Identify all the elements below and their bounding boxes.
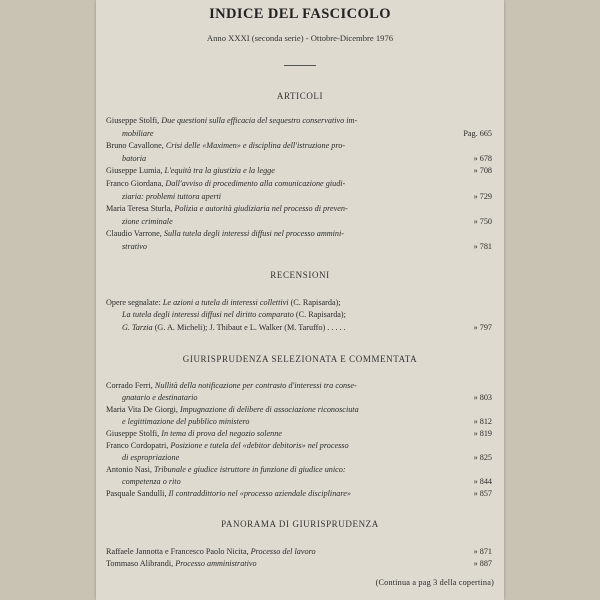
toc-author: Giuseppe Stolfi,	[106, 116, 160, 125]
toc-line	[122, 153, 492, 164]
toc-title: Posizione e tutela del «debitor debitoris» nel processo	[168, 441, 349, 450]
toc-title: competenza o rito	[122, 477, 181, 486]
toc-line-text	[106, 546, 316, 557]
toc-page-number: Pag. 665	[463, 128, 492, 138]
toc-line-text	[122, 191, 221, 202]
toc-line	[106, 404, 492, 415]
toc-line-text	[122, 476, 181, 487]
toc-line-text	[106, 115, 357, 126]
toc-line-text	[106, 165, 275, 176]
toc-line	[122, 392, 492, 403]
toc-page-number: » 729	[473, 191, 492, 201]
toc-line	[122, 452, 492, 463]
toc-line-text	[122, 241, 147, 252]
page-title: INDICE DEL FASCICOLO	[209, 6, 391, 22]
toc-extra: (C. Rapisarda);	[288, 298, 341, 307]
toc-line	[106, 140, 492, 151]
toc-title: Tribunale e giudice istruttore in funzione di giudice unico:	[151, 465, 346, 474]
toc-title: Impugnazione di delibere di associazione riconosciuta	[177, 405, 359, 414]
toc-title: zione criminale	[122, 216, 173, 226]
toc-line-text	[122, 309, 346, 320]
toc-page-number: » 678	[473, 153, 492, 163]
toc-line	[122, 322, 492, 333]
toc-title: Crisi delle «Maximen» e disciplina dell'istruzione pro-	[163, 141, 346, 151]
toc-line	[106, 380, 492, 391]
toc-title: Nullità della notificazione per contrasto d'interessi tra conse-	[152, 381, 357, 390]
toc-line-text	[106, 558, 257, 569]
toc-page-number: » 797	[473, 322, 492, 332]
toc-line	[106, 488, 492, 499]
toc-line-text	[106, 464, 346, 475]
toc-author: Raffaele Jannotta e Francesco Paolo Nicita,	[106, 547, 249, 556]
toc-page-number: » 887	[473, 559, 492, 568]
toc-line	[106, 428, 492, 439]
toc-title: G. Tarzia	[122, 322, 153, 332]
toc-author: Franco Cordopatri,	[106, 441, 169, 450]
toc-line	[106, 297, 492, 308]
toc-page-number: » 803	[473, 393, 492, 402]
toc-author: Bruno Cavallone,	[106, 141, 164, 151]
toc-title: In tema di prova del negozio solenne	[159, 429, 282, 438]
toc-line-text	[106, 228, 344, 239]
toc-author: Corrado Ferri,	[106, 381, 153, 390]
toc-line	[106, 115, 492, 126]
toc-line	[122, 191, 492, 202]
toc-author: Maria Teresa Sturla,	[106, 204, 173, 214]
toc-line	[106, 203, 492, 214]
toc-line-text	[122, 216, 173, 227]
toc-line-text	[106, 297, 341, 308]
toc-line-text	[106, 440, 349, 451]
toc-line-text	[106, 140, 345, 151]
toc-line	[122, 416, 492, 427]
toc-page-number: » 857	[473, 489, 492, 498]
toc-line-text	[122, 392, 198, 403]
toc-title: Polizia e autorità giudiziaria nel processo di preven-	[172, 204, 348, 214]
toc-line	[106, 464, 492, 475]
toc-extra: (G. A. Micheli); J. Thibaut e L. Walker (M. Taruffo) . . . . .	[152, 322, 346, 332]
toc-title: strativo	[122, 242, 148, 251]
toc-author: Maria Vita De Giorgi,	[106, 405, 178, 414]
toc-author: Pasquale Sandulli,	[106, 489, 167, 498]
toc-line-text	[122, 153, 146, 164]
toc-author: Antonio Nasi,	[106, 465, 152, 474]
toc-page-number: » 781	[473, 242, 492, 251]
toc-title: gnatario e destinatario	[122, 393, 198, 402]
toc-title: di espropriazione	[122, 453, 180, 462]
toc-page-number: » 871	[473, 547, 492, 556]
section-heading-panorama: PANORAMA DI GIURISPRUDENZA	[221, 519, 379, 529]
toc-author: Giuseppe Stolfi,	[106, 429, 160, 438]
toc-title: Processo amministrativo	[173, 559, 257, 568]
section-heading-articoli: ARTICOLI	[276, 91, 324, 101]
toc-line	[106, 558, 492, 569]
toc-title: Le azioni a tutela di interessi collettivi	[160, 298, 289, 307]
toc-line	[106, 178, 492, 189]
toc-page-number: » 819	[473, 429, 492, 438]
toc-line-text	[106, 428, 282, 439]
toc-title: L'equità tra la giustizia e la legge	[162, 166, 275, 176]
issue-subtitle: Anno XXXI (seconda serie) - Ottobre-Dicembre 1976	[206, 33, 394, 43]
toc-title: La tutela degli interessi diffusi nel diritto comparato	[122, 310, 294, 320]
toc-line-text	[106, 178, 345, 189]
section-heading-recensioni: RECENSIONI	[270, 270, 330, 280]
toc-line	[122, 241, 492, 252]
toc-line	[106, 228, 492, 239]
toc-line-text	[106, 380, 357, 391]
toc-line-text	[122, 452, 179, 463]
toc-page-number: » 825	[473, 453, 492, 462]
toc-line	[122, 216, 492, 227]
toc-title: Sulla tutela degli interessi diffusi nel processo ammini-	[161, 229, 345, 239]
toc-line	[122, 309, 492, 320]
toc-author: Opere segnalate:	[106, 298, 161, 307]
toc-author: Claudio Varrone,	[106, 229, 162, 239]
toc-line-text	[122, 128, 154, 139]
toc-extra: (C. Rapisarda);	[293, 310, 346, 320]
toc-title: Il contraddittorio nel «processo aziendale disciplinare»	[166, 489, 352, 498]
toc-line-text	[122, 416, 250, 427]
toc-line-text	[106, 488, 351, 499]
document-page	[96, 0, 504, 600]
toc-title: ziaria: problemi tuttora aperti	[122, 191, 222, 201]
toc-title: e legittimazione del pubblico ministero	[122, 417, 250, 426]
section-heading-giurisprudenza: GIURISPRUDENZA SELEZIONATA E COMMENTATA	[182, 354, 418, 364]
toc-line	[122, 128, 492, 139]
title-divider	[284, 65, 316, 66]
toc-line	[122, 476, 492, 487]
toc-title: mobiliare	[122, 128, 154, 138]
toc-author: Tommaso Alibrandi,	[106, 559, 174, 568]
toc-line	[106, 546, 492, 557]
toc-page-number: » 844	[473, 477, 492, 486]
continuation-note: (Continua a pag 3 della copertina)	[375, 578, 494, 587]
toc-author: Giuseppe Lumia,	[106, 166, 163, 176]
toc-line-text	[122, 322, 346, 333]
toc-page-number: » 750	[473, 216, 492, 226]
toc-page-number: » 708	[473, 166, 492, 176]
toc-author: Franco Giordana,	[106, 179, 164, 188]
toc-title: Processo del lavoro	[248, 547, 316, 556]
toc-title: Dall'avviso di procedimento alla comunicazione giudi-	[163, 179, 346, 188]
toc-title: Due questioni sulla efficacia del sequestro conservativo im-	[159, 116, 358, 125]
toc-line	[106, 440, 492, 451]
toc-line	[106, 165, 492, 176]
toc-page-number: » 812	[473, 417, 492, 426]
toc-line-text	[106, 203, 348, 214]
toc-title: batoria	[122, 153, 147, 163]
toc-line-text	[106, 404, 359, 415]
